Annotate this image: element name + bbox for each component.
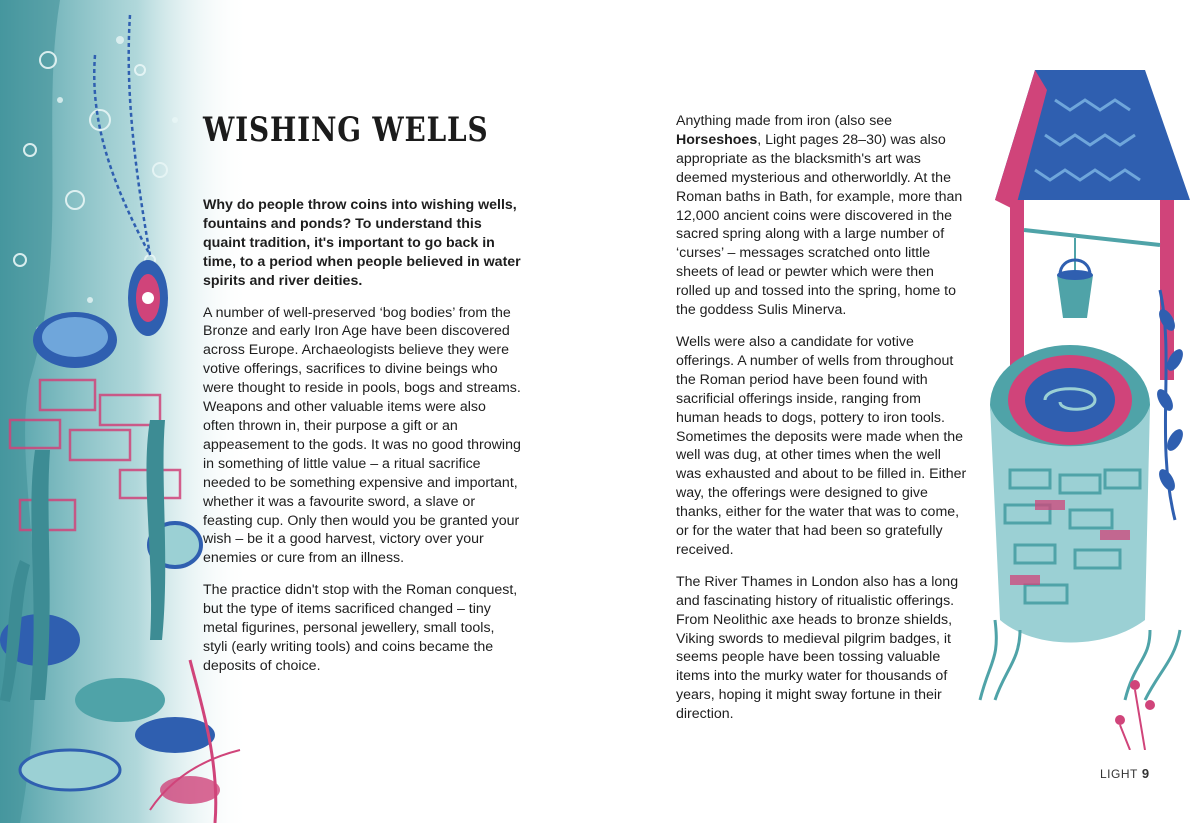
left-column (203, 196, 521, 689)
wishing-well-illustration (975, 60, 1200, 750)
intro-paragraph: Why do people throw coins into wishing wells, fountains and ponds? To understand this quaint tradition, it's important to go back in time, to a period when people believed in water spirits and river deities. (203, 197, 521, 289)
text-run: Anything made from iron (also see (676, 113, 893, 129)
text-run: , Light pages 28–30) was also appropriate as the blacksmith's art was deemed mysterious and otherworldly. At the Roman baths in Bath, for example, more than 12,000 ancient coins were discovered in the sacred spring along with a large number of ‘curses’ – messages scratched onto little sheets of lead or pewter which were then rolled up and tossed into the spring, home to the goddess Sulis Minerva. (676, 131, 963, 319)
cross-reference: Horseshoes (676, 131, 758, 148)
body-paragraph: The River Thames in London also has a long and fascinating history of ritualistic offerings. From Neolithic axe heads to bronze shields, Viking swords to medieval pilgrim badges, it seems people have been tossing valuable items into the murky water for thousands of years, hoping it might sway fortune in their direction. (676, 573, 959, 723)
right-column (676, 112, 968, 737)
body-paragraph: Wells were also a candidate for votive offerings. A number of wells from throughout the Roman period have been found with sacrificial offerings inside, ranging from human heads to dogs, pottery to iron tools. Sometimes the deposits were made when the well was dug, at other times when the well was exhausted and about to be filled in. Either way, the offerings were designed to give thanks, either for the water that was to come, or for the water that had been so gratefully received. (676, 333, 967, 558)
page-number: 9 (1141, 766, 1150, 781)
body-paragraph: A number of well-preserved ‘bog bodies’ from the Bronze and early Iron Age have been discovered across Europe. Archaeologists believe they were votive offerings, sacrifices to divine beings who were thought to reside in pools, bogs and streams. Weapons and other valuable items were also often thrown in, their purpose a gift or an appeasement to the gods. It was no good throwing in something of little value – a ritual sacrifice needed to be something expensive and important, whether it was a favourite sword, a slave or feasting cup. Only then would you be granted your wish – be it a good harvest, victory over your enemies or cure from an illness. (203, 304, 521, 567)
body-paragraph: The practice didn't stop with the Roman conquest, but the type of items sacrificed changed – tiny metal figurines, personal jewellery, small tools, styli (early writing tools) and coins became the deposits of choice. (203, 582, 518, 674)
folio-section: LIGHT (1100, 767, 1138, 781)
page-title: WISHING WELLS (203, 110, 489, 150)
body-paragraph (676, 112, 968, 320)
page-folio (1100, 766, 1150, 781)
